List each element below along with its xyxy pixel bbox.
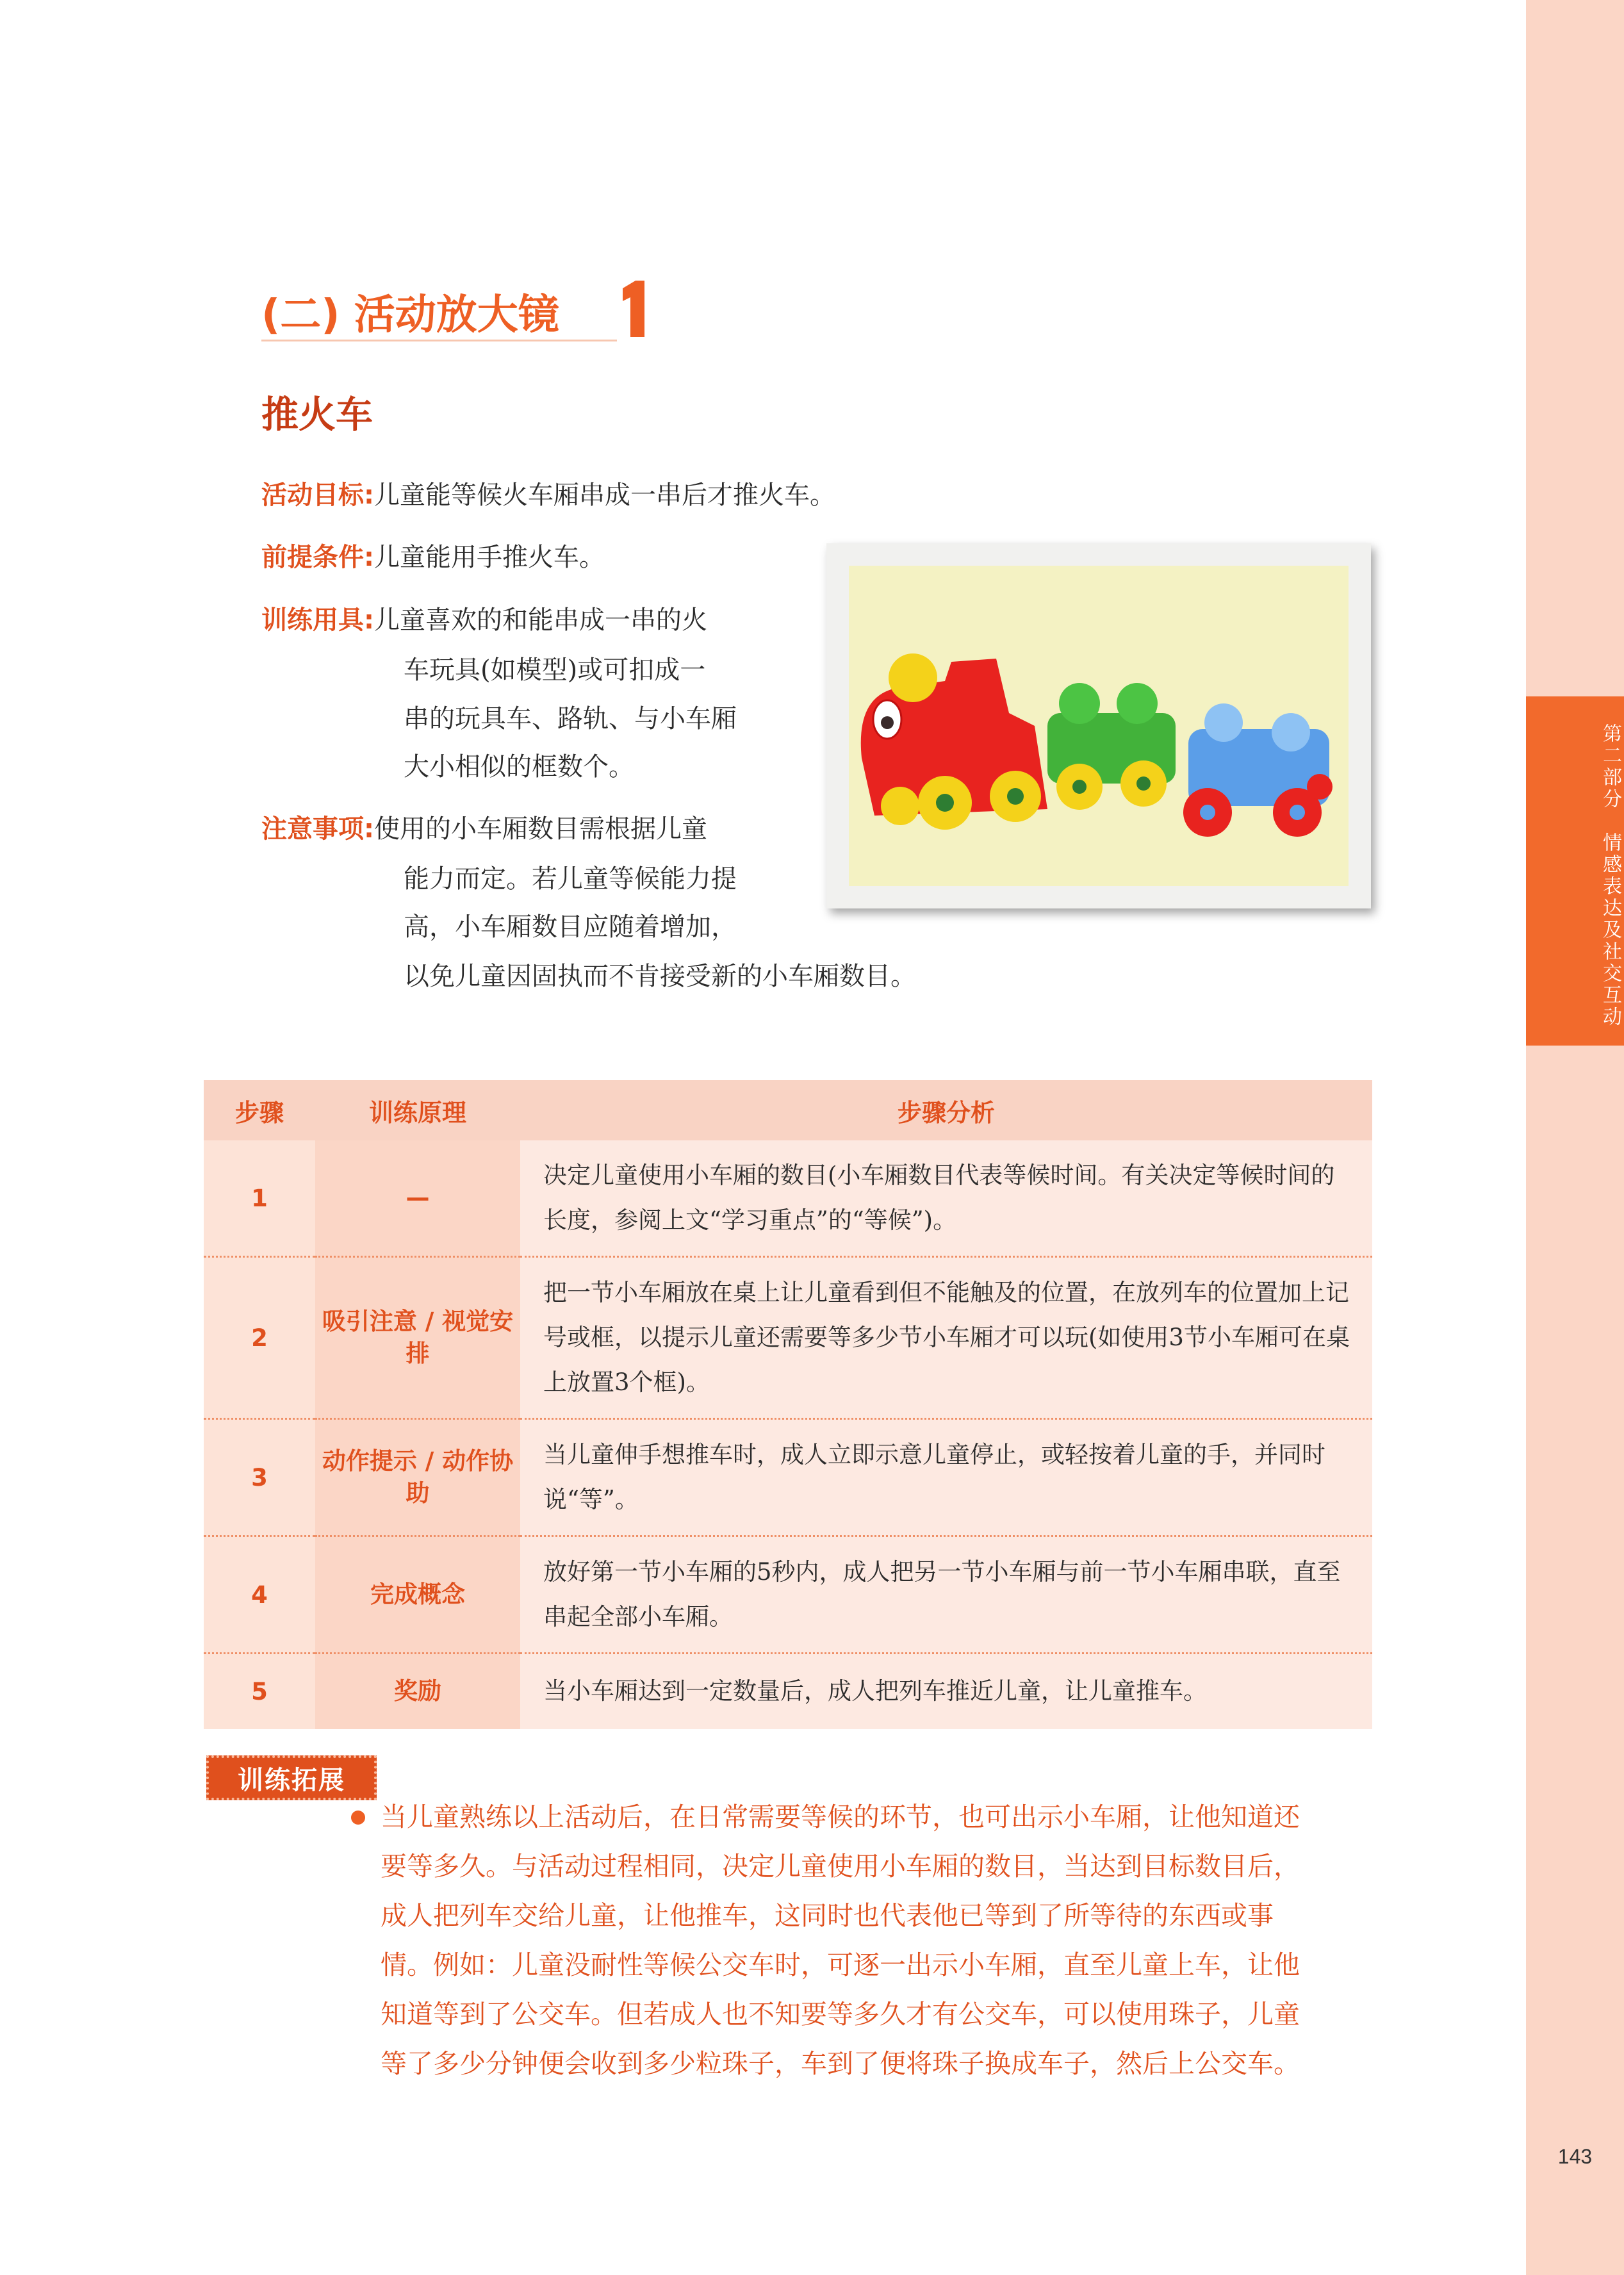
extension-line: 情。例如：儿童没耐性等候公交车时，可逐一出示小车厢，直至儿童上车，让他 xyxy=(381,1950,1300,1980)
tools-line-3: 串的玩具车、路轨、与小车厢 xyxy=(404,704,737,734)
goal-row xyxy=(261,471,835,520)
tools-line-1: 儿童喜欢的和能串成一串的火 xyxy=(374,605,707,635)
side-strip xyxy=(1526,0,1624,2275)
section-heading-underline xyxy=(261,340,617,341)
step-principle: 动作提示 / 动作协助 xyxy=(315,1419,520,1536)
header-analysis: 步骤分析 xyxy=(520,1080,1372,1140)
header-step: 步骤 xyxy=(204,1080,315,1140)
goal-label: 活动目标: xyxy=(261,480,374,510)
toy-train-illustration xyxy=(849,566,1349,886)
toy-train-photo xyxy=(849,566,1349,886)
page-number: 143 xyxy=(1557,2145,1593,2168)
notes-line-4: 以免儿童因固执而不肯接受新的小车厢数目。 xyxy=(404,962,916,991)
steps-table xyxy=(204,1080,1372,1729)
extension-line: 知道等到了公交车。但若成人也不知要等多久才有公交车，可以使用珠子，儿童 xyxy=(381,1999,1300,2030)
step-principle: 完成概念 xyxy=(315,1536,520,1654)
goal-text: 儿童能等候火车厢串成一串后才推火车。 xyxy=(374,480,835,510)
prereq-text: 儿童能用手推火车。 xyxy=(374,543,605,572)
extension-line: 要等多久。与活动过程相同，决定儿童使用小车厢的数目，当达到目标数目后， xyxy=(381,1851,1300,1882)
extension-line: 当儿童熟练以上活动后，在日常需要等候的环节，也可出示小车厢，让他知道还 xyxy=(381,1802,1300,1832)
notes-row xyxy=(261,805,707,853)
notes-line-2: 能力而定。若儿童等候能力提 xyxy=(404,864,737,894)
step-number: 1 xyxy=(204,1140,315,1257)
extension-label: 训练拓展 xyxy=(206,1755,377,1800)
table-row xyxy=(204,1257,1372,1419)
table-row xyxy=(204,1536,1372,1654)
prereq-row xyxy=(261,533,605,582)
tools-row xyxy=(261,596,707,645)
tools-label: 训练用具: xyxy=(261,605,374,635)
extension-line: 等了多少分钟便会收到多少粒珠子，车到了便将珠子换成车子，然后上公交车。 xyxy=(381,2048,1300,2079)
chapter-side-tab xyxy=(1526,696,1624,1046)
step-analysis: 当小车厢达到一定数量后，成人把列车推近儿童，让儿童推车。 xyxy=(520,1654,1372,1729)
header-principle: 训练原理 xyxy=(315,1080,520,1140)
tools-line-4: 大小相似的框数个。 xyxy=(404,752,634,782)
table-header-row xyxy=(204,1080,1372,1140)
table-row xyxy=(204,1419,1372,1536)
step-principle: 奖励 xyxy=(315,1654,520,1729)
step-number: 5 xyxy=(204,1654,315,1729)
notes-line-3: 高，小车厢数目应随着增加， xyxy=(404,912,737,942)
step-number: 2 xyxy=(204,1257,315,1419)
step-analysis: 当儿童伸手想推车时，成人立即示意儿童停止，或轻按着儿童的手，并同时说“等”。 xyxy=(520,1419,1372,1536)
bullet-icon xyxy=(351,1811,365,1825)
tools-line-2: 车玩具(如模型)或可扣成一 xyxy=(404,655,706,685)
section-heading: (二) 活动放大镜 xyxy=(261,292,559,339)
notes-line-1: 使用的小车厢数目需根据儿童 xyxy=(374,814,707,844)
notes-label: 注意事项: xyxy=(261,814,374,844)
chapter-side-tab-text: 第二部分 情感表达及社交互动 xyxy=(1599,723,1621,1028)
extension-line: 成人把列车交给儿童，让他推车，这同时也代表他已等到了所等待的东西或事 xyxy=(381,1900,1274,1931)
step-principle: 吸引注意 / 视觉安排 xyxy=(315,1257,520,1419)
step-principle: — xyxy=(315,1140,520,1257)
step-number: 4 xyxy=(204,1536,315,1654)
prereq-label: 前提条件: xyxy=(261,543,374,572)
activity-title: 推火车 xyxy=(261,393,373,436)
step-analysis: 把一节小车厢放在桌上让儿童看到但不能触及的位置，在放列车的位置加上记号或框，以提示儿童还需要等多少节小车厢才可以玩(如使用3节小车厢可在桌上放置3个框)。 xyxy=(520,1257,1372,1419)
step-analysis: 决定儿童使用小车厢的数目(小车厢数目代表等候时间。有关决定等候时间的长度，参阅上文“学习重点”的“等候”)。 xyxy=(520,1140,1372,1257)
table-row xyxy=(204,1654,1372,1729)
step-analysis: 放好第一节小车厢的5秒内，成人把另一节小车厢与前一节小车厢串联，直至串起全部小车厢。 xyxy=(520,1536,1372,1654)
extension-text xyxy=(381,1793,1380,2089)
step-number: 3 xyxy=(204,1419,315,1536)
section-number-icon xyxy=(621,279,646,338)
table-row xyxy=(204,1140,1372,1257)
